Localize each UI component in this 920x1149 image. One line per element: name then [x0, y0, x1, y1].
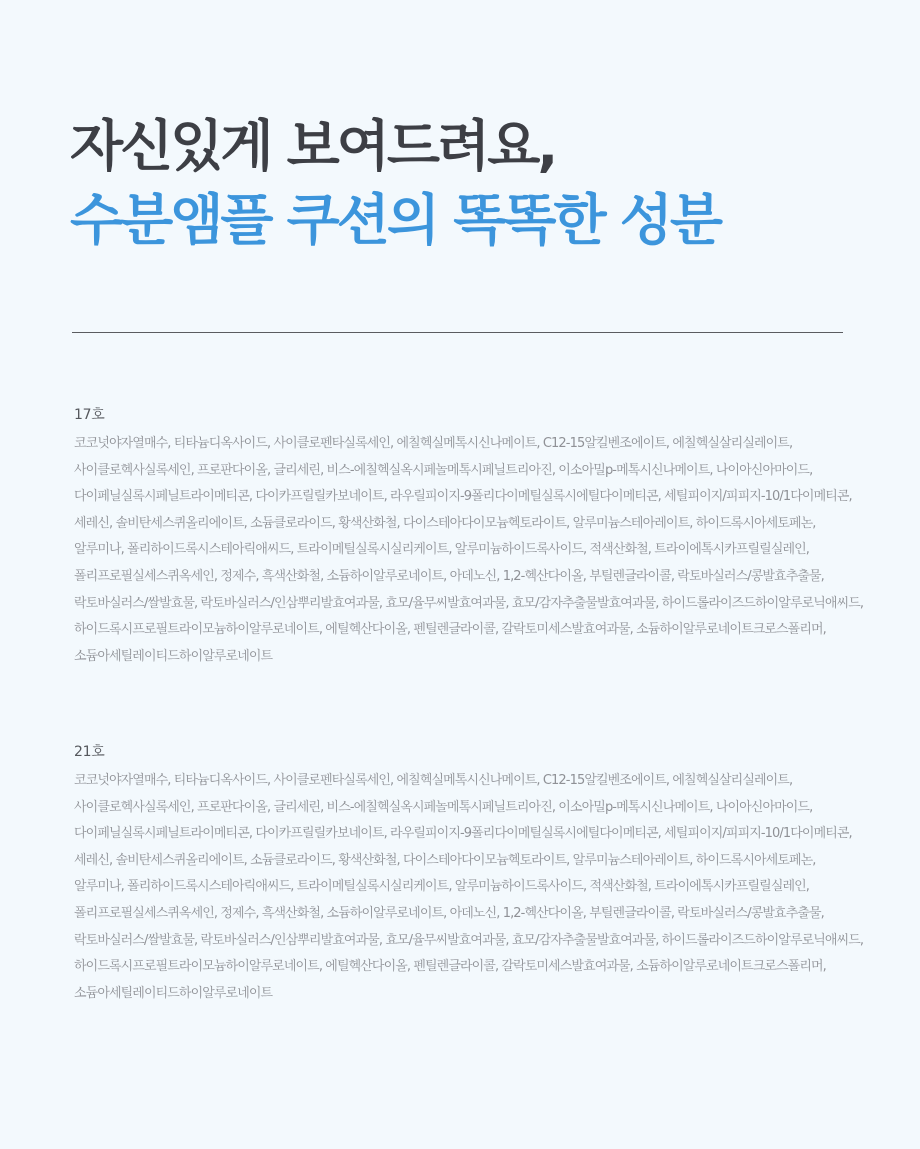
- headline-line-2: 수분앰플 쿠션의 똑똑한 성분: [70, 188, 721, 252]
- ingredient-section-17: [74, 405, 864, 670]
- headline: [70, 110, 870, 256]
- ingredient-list-21: 코코넛야자열매수, 티타늄디옥사이드, 사이클로펜타실록세인, 에칠헥실메톡시신나메이트, C12-15알킬벤조에이트, 에칠헥실살리실레이트, 사이클로헥사실록세인, 프로판다이올, 글리세린, 비스-에칠헥실옥시페놀메톡시페닐트리아진, 이소아밀p-메톡시신나메이트, 나이아신아마이드, 다이페닐실록시페닐트라이메티콘, 다이카프릴릴카보네이트, 라우릴피이지-9폴리다이메틸실록시에틸다이메티콘, 세틸피이지/피피지-10/1다이메티콘, 세레신, 솔비탄세스퀴올리에이트, 소듐클로라이드, 황색산화철, 다이스테아다이모늄헥토라이트, 알루미늄스테아레이트, 하이드록시아세토페논, 알루미나, 폴리하이드록시스테아릭애씨드, 트라이메틸실록시실리케이트, 알루미늄하이드록사이드, 적색산화철, 트라이에톡시카프릴릴실레인, 폴리프로필실세스퀴옥세인, 정제수, 흑색산화철, 소듐하이알루로네이트, 아데노신, 1,2-헥산다이올, 부틸렌글라이콜, 락토바실러스/콩발효추출물, 락토바실러스/쌀발효물, 락토바실러스/인삼뿌리발효여과물, 효모/율무씨발효여과물, 효모/감자추출물발효여과물, 하이드롤라이즈드하이알루로닉애씨드, 하이드록시프로필트라이모늄하이알루로네이트, 에틸헥산다이올, 펜틸렌글라이콜, 갈락토미세스발효여과물, 소듐하이알루로네이트크로스폴리머, 소듐아세틸레이티드하이알루로네이트: [74, 773, 864, 1001]
- ingredient-section-21: [74, 742, 864, 1007]
- divider: [72, 332, 843, 333]
- ingredient-list-17: 코코넛야자열매수, 티타늄디옥사이드, 사이클로펜타실록세인, 에칠헥실메톡시신나메이트, C12-15알킬벤조에이트, 에칠헥실살리실레이트, 사이클로헥사실록세인, 프로판다이올, 글리세린, 비스-에칠헥실옥시페놀메톡시페닐트리아진, 이소아밀p-메톡시신나메이트, 나이아신아마이드, 다이페닐실록시페닐트라이메티콘, 다이카프릴릴카보네이트, 라우릴피이지-9폴리다이메틸실록시에틸다이메티콘, 세틸피이지/피피지-10/1다이메티콘, 세레신, 솔비탄세스퀴올리에이트, 소듐클로라이드, 황색산화철, 다이스테아다이모늄헥토라이트, 알루미늄스테아레이트, 하이드록시아세토페논, 알루미나, 폴리하이드록시스테아릭애씨드, 트라이메틸실록시실리케이트, 알루미늄하이드록사이드, 적색산화철, 트라이에톡시카프릴릴실레인, 폴리프로필실세스퀴옥세인, 정제수, 흑색산화철, 소듐하이알루로네이트, 아데노신, 1,2-헥산다이올, 부틸렌글라이콜, 락토바실러스/콩발효추출물, 락토바실러스/쌀발효물, 락토바실러스/인삼뿌리발효여과물, 효모/율무씨발효여과물, 효모/감자추출물발효여과물, 하이드롤라이즈드하이알루로닉애씨드, 하이드록시프로필트라이모늄하이알루로네이트, 에틸헥산다이올, 펜틸렌글라이콜, 갈락토미세스발효여과물, 소듐하이알루로네이트크로스폴리머, 소듐아세틸레이티드하이알루로네이트: [74, 436, 864, 664]
- section-title-21: 21호: [74, 744, 105, 760]
- headline-line-1: 자신있게 보여드려요,: [70, 114, 556, 178]
- section-title-17: 17호: [74, 407, 105, 423]
